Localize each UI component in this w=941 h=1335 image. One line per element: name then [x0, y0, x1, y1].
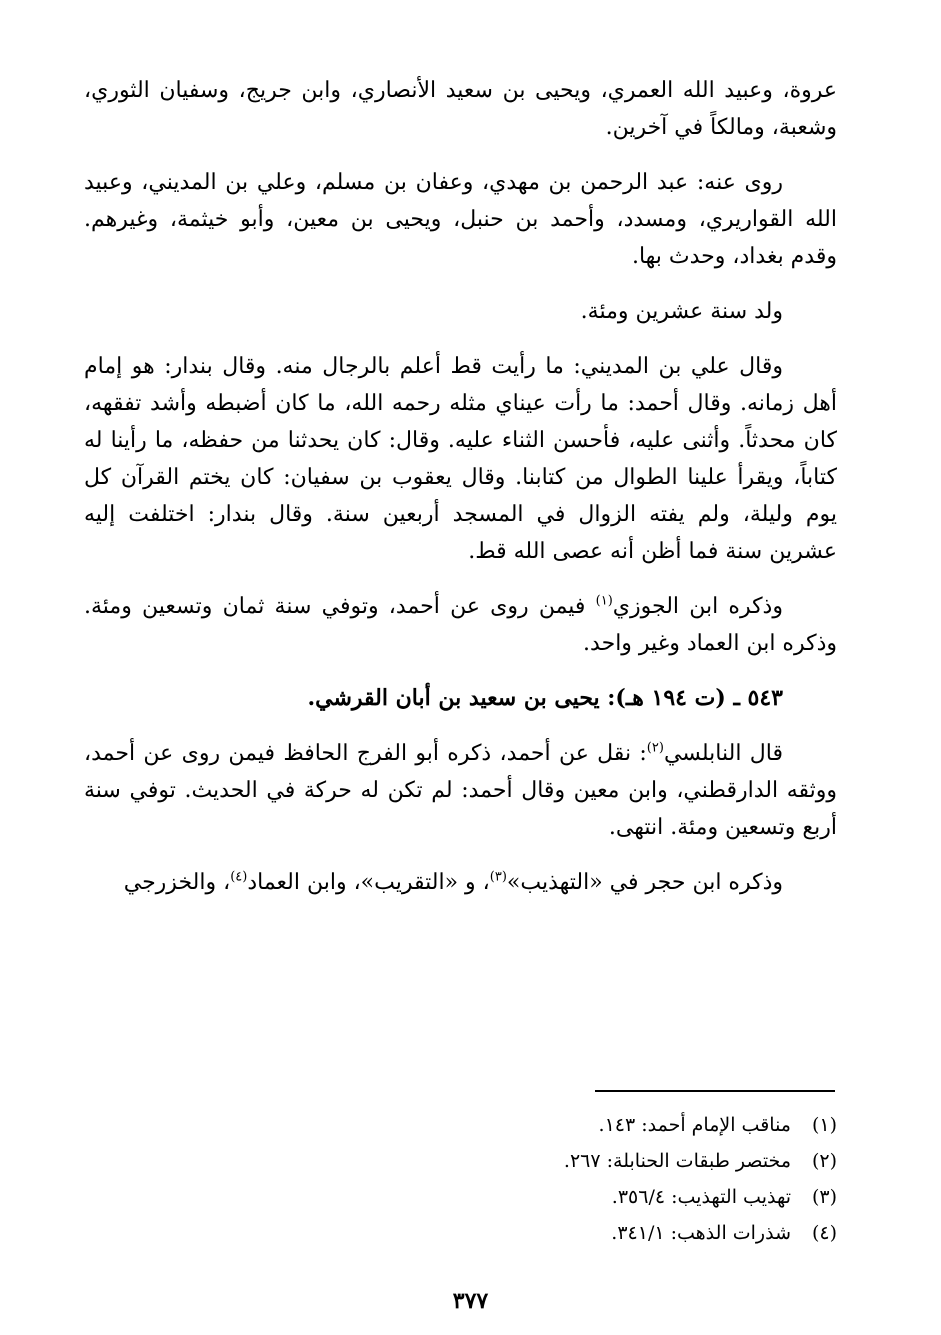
paragraph-7-text-c: ، والخزرجي: [123, 870, 231, 895]
footnote-number: (١): [811, 1114, 837, 1136]
paragraph-1: عروة، وعبيد الله العمري، ويحيى بن سعيد الأنصاري، وابن جريج، وسفيان الثوري، وشعبة، ومالكاً في آخرين.: [84, 78, 837, 140]
paragraph-6-text-b: : نقل عن أحمد، ذكره أبو الفرج الحافظ فيمن روى عن أحمد، ووثقه الدارقطني، وابن معين وقال أحمد: لم تكن له حركة في الحديث. توفي سنة أربع وتسعين ومئة. انتهى.: [84, 741, 837, 840]
paragraph-4: وقال علي بن المديني: ما رأيت قط أعلم بالرجال منه. وقال بندار: هو إمام أهل زمانه. وقال أحمد: ما رأت عيناي مثله رحمه الله، ما كان أضبطه وأشد تفقهه، كان محدثاً. وأثنى عليه، فأحسن الثناء عليه. وقال: كان يحدثنا من حفظه، ما رأينا له كتاباً، ويقرأ علينا الطوال من كتابنا. وقال يعقوب بن سفيان: كان يختم القرآن كل يوم وليلة، ولم يفته الزوال في المسجد أربعين سنة. وقال بندار: اختلفت إليه عشرين سنة فما أظن أنه عصى الله قط.: [84, 354, 837, 564]
paragraph-3: ولد سنة عشرين ومئة.: [580, 299, 783, 324]
footnote-item: [237, 1143, 837, 1179]
paragraph-2: روى عنه: عبد الرحمن بن مهدي، وعفان بن مسلم، وعلي بن المديني، وعبيد الله القواريري، ومسدد، وأحمد بن حنبل، ويحيى بن معين، وأبو خيثمة، وغيرهم. وقدم بغداد، وحدث بها.: [84, 170, 837, 269]
paragraph-5: [84, 588, 837, 662]
footnote-text: مختصر طبقات الحنابلة: ٢٦٧.: [563, 1150, 791, 1172]
footnote-item: [237, 1215, 837, 1251]
footnote-item: [237, 1107, 837, 1143]
footnote-number: (٣): [811, 1186, 837, 1208]
paragraph-7-text-a: وذكره ابن حجر في «التهذيب»: [506, 870, 783, 895]
footnote-item: [237, 1179, 837, 1215]
paragraph-5-text-b: فيمن روى عن أحمد، وتوفي سنة ثمان وتسعين ومئة. وذكره ابن العماد وغير واحد.: [84, 594, 837, 656]
footnote-number: (٤): [811, 1222, 837, 1244]
paragraph-7: [84, 864, 837, 901]
footnote-ref-1[interactable]: (١): [595, 593, 613, 609]
paragraph-6: [84, 735, 837, 846]
entry-heading: ٥٤٣ ـ (ت ١٩٤ هـ): يحيى بن سعيد بن أبان القرشي.: [307, 685, 783, 711]
footnote-text: تهذيب التهذيب: ٣٥٦/٤.: [611, 1186, 791, 1208]
footnote-text: شذرات الذهب: ٣٤١/١.: [611, 1222, 791, 1244]
footnote-ref-4[interactable]: (٤): [230, 869, 248, 885]
main-text: [84, 72, 837, 901]
footnote-number: (٢): [811, 1150, 837, 1172]
footnotes: [237, 1107, 837, 1251]
footnote-text: مناقب الإمام أحمد: ١٤٣.: [598, 1114, 791, 1136]
paragraph-6-text-a: قال النابلسي: [663, 741, 783, 766]
footnote-separator: [595, 1090, 835, 1092]
paragraph-5-text-a: وذكره ابن الجوزي: [612, 594, 783, 619]
page-number: ٣٧٧: [452, 1288, 489, 1314]
paragraph-7-text-b: ، و «التقريب»، وابن العماد: [247, 870, 490, 895]
footnote-ref-2[interactable]: (٢): [646, 740, 664, 756]
footnote-ref-3[interactable]: (٣): [489, 869, 507, 885]
